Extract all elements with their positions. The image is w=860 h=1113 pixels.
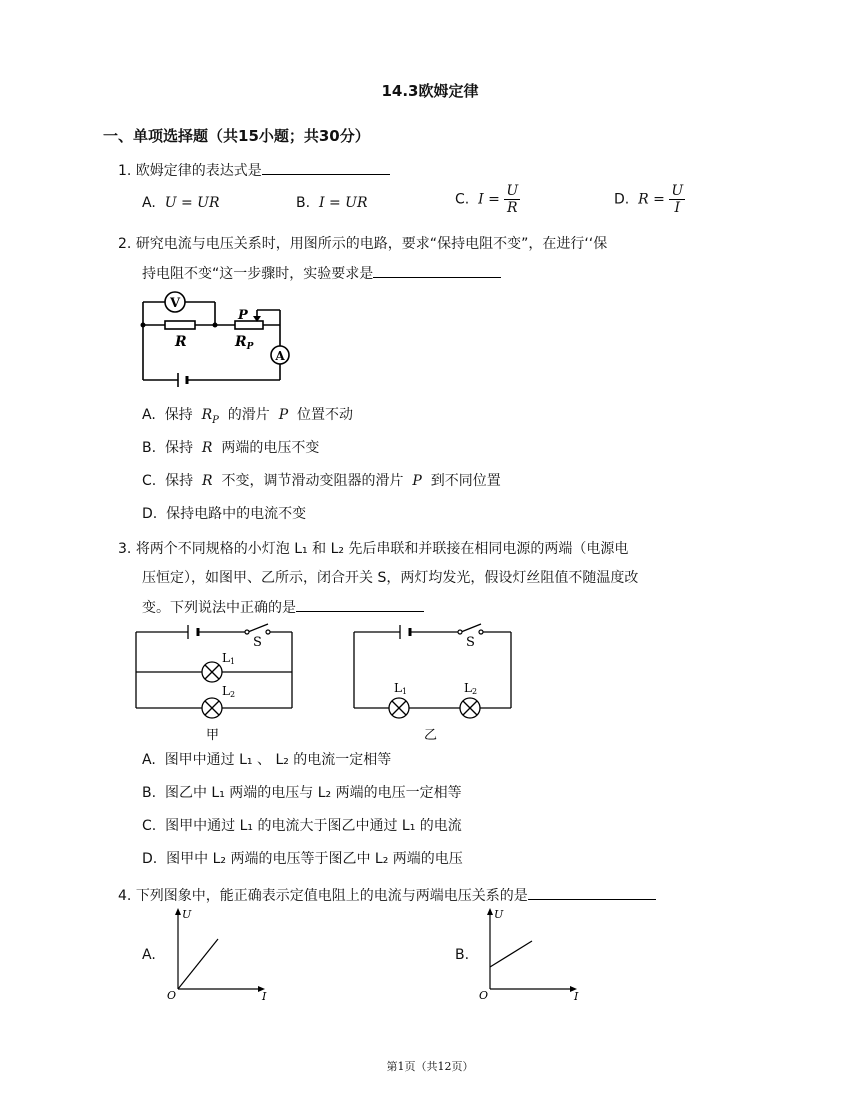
origin-label: O [167,989,177,1000]
q3-option-a[interactable] [142,750,391,770]
option-letter: C. [142,473,157,489]
formula-rhs: UR [197,195,220,211]
question-number: 3. [118,541,132,557]
question-text-line3: 变。下列说法中正确的是 [142,600,296,616]
q3-option-c[interactable] [142,816,462,836]
question-text: 欧姆定律的表达式是 [135,163,262,179]
fraction: $\frac{U}{I}$ [671,183,684,216]
section-title: 一、单项选择题（共15小题；共30分） [103,127,370,145]
slider-label: P [238,308,248,323]
switch-label: S [466,635,475,650]
option-text: 图乙中 L₁ 两端的电压与 L₂ 两端的电压一定相等 [164,785,462,801]
lamp-l1-icon [202,662,222,682]
page-title: 14.3欧姆定律 [381,82,479,100]
q2-option-d[interactable] [142,504,306,524]
q3-option-d[interactable] [142,849,463,869]
q4-option-b-label[interactable]: B. [455,947,470,963]
option-text: 两端的电压不变 [221,440,320,456]
option-letter: B. [296,195,311,211]
option-letter: C. [455,191,470,208]
y-axis-label: U [494,908,504,921]
question-text-line1: 将两个不同规格的小灯泡 L₁ 和 L₂ 先后串联和并联接在相同电源的两端（电源电 [135,541,629,557]
option-text: 保持 [165,473,194,489]
question-text: 下列图象中，能正确表示定值电阻上的电流与两端电压关系的是 [135,888,528,904]
resistor-label: R [175,334,187,350]
voltmeter-label: V [169,296,181,311]
fraction: $\frac{U}{R}$ [506,183,519,216]
question-3-line3 [142,597,424,618]
answer-blank[interactable] [262,160,390,175]
rheostat-label: $R_P$ [235,334,254,352]
q3-option-b[interactable] [142,783,462,803]
math-var: R [202,473,213,489]
lamp-l1-icon [389,698,409,718]
option-text: 图甲中通过 L₁ 、 L₂ 的电流一定相等 [164,752,392,768]
l1-label: L1 [222,651,236,666]
option-letter: B. [142,440,157,456]
option-text: 图甲中通过 L₁ 的电流大于图乙中通过 L₁ 的电流 [165,818,462,834]
graph-option-b[interactable] [472,905,587,1000]
option-letter: D. [142,506,158,522]
graph-line [490,941,532,967]
option-text: 保持 [164,440,193,456]
option-letter: B. [142,785,157,801]
x-axis-label: I [574,990,579,1000]
math-var: $R_P$ [201,407,219,426]
option-letter: A. [142,195,156,211]
switch-label: S [253,635,262,650]
question-number: 2. [118,236,132,252]
option-letter: D. [614,191,630,208]
math-var: P [412,473,422,489]
formula-rhs: UR [345,195,368,211]
question-2-line2 [142,263,501,284]
question-4 [118,885,656,906]
circuit-diagram-jia [130,620,300,745]
formula-lhs: R [638,191,649,208]
option-text: 的滑片 [227,407,270,423]
circuit-diagram-yi [348,620,518,745]
math-var: P [278,407,289,423]
q4-option-a-label[interactable]: A. [142,947,156,963]
option-c[interactable]: C. I = $\frac{U}{R}$ [455,183,519,216]
option-letter: D. [142,851,158,867]
option-letter: C. [142,818,157,834]
question-text-line2: 持电阻不变“这一步骤时，实验要求是 [142,266,374,282]
question-2 [118,234,607,254]
answer-blank[interactable] [373,263,501,278]
question-1 [118,160,390,181]
question-text-line1: 研究电流与电压关系时，用图所示的电路，要求“保持电阻不变”，在进行‘‘保 [135,236,608,252]
graph-line [178,939,218,989]
option-text: 保持电路中的电流不变 [166,506,307,522]
q2-option-c[interactable] [142,471,501,491]
option-text: 图甲中 L₂ 两端的电压等于图乙中 L₂ 两端的电压 [166,851,463,867]
figure-caption: 乙 [424,728,438,743]
option-letter: A. [142,407,156,423]
circuit-diagram-q2 [135,290,295,390]
question-number: 4. [118,888,132,904]
option-text: 到不同位置 [430,473,501,489]
option-text: 保持 [164,407,193,423]
formula-lhs: U [164,195,177,211]
question-3-line2: 压恒定），如图甲、乙所示，闭合开关 S，两灯均发光，假设灯丝阻值不随温度改 [142,570,639,586]
ammeter-label: A [275,349,285,363]
option-d[interactable]: D. R = $\frac{U}{I}$ [614,183,684,216]
l2-label: L2 [222,684,236,699]
q2-option-a[interactable] [142,405,353,431]
lamp-l2-icon [202,698,222,718]
question-3 [118,539,628,559]
formula-lhs: I [318,195,325,211]
answer-blank[interactable] [528,885,656,900]
page-footer: 第1页（共12页） [386,1060,474,1073]
l2-label: L2 [464,681,478,696]
q2-option-b[interactable] [142,438,319,458]
answer-blank[interactable] [296,597,424,612]
x-axis-label: I [262,990,267,1000]
math-var: R [201,440,213,456]
figure-caption: 甲 [206,728,220,743]
graph-option-a[interactable] [160,905,275,1000]
lamp-l2-icon [460,698,480,718]
option-text: 位置不动 [297,407,354,423]
l1-label: L1 [394,681,408,696]
option-text: 不变，调节滑动变阻器的滑片 [221,473,404,489]
option-letter: A. [142,752,156,768]
origin-label: O [479,989,489,1000]
question-number: 1. [118,163,132,179]
option-a[interactable]: A. U = UR [142,195,220,211]
y-axis-label: U [182,908,192,921]
formula-lhs: I [478,191,484,208]
option-b[interactable]: B. I = UR [296,195,368,211]
